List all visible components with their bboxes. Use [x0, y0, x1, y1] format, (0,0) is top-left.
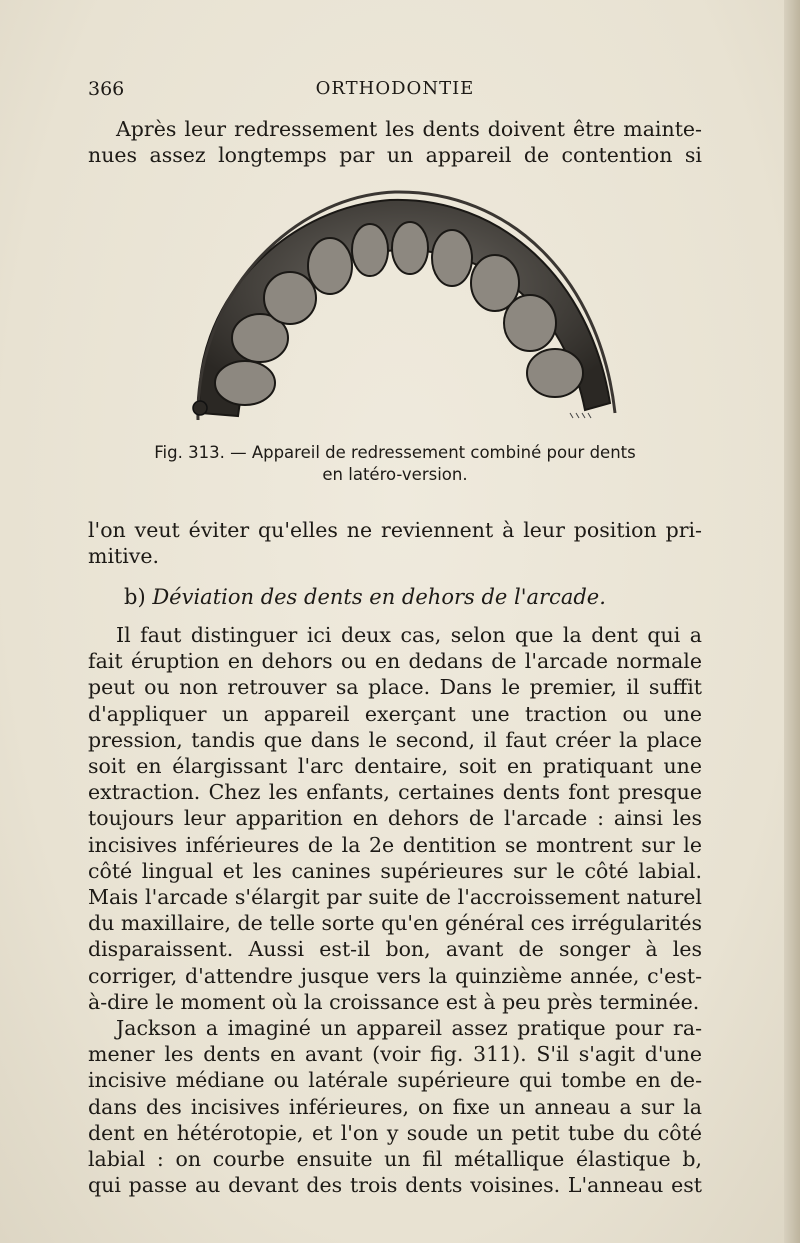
- text-line: corriger, d'attendre jusque vers la quinzième année, c'est-: [88, 963, 702, 988]
- body-paragraph-1: [88, 622, 702, 1015]
- running-title: ORTHODONTIE: [315, 78, 475, 99]
- section-title: Déviation des dents en dehors de l'arcade.: [152, 585, 606, 609]
- text-line: côté lingual et les canines supérieures sur le côté labial.: [88, 858, 702, 883]
- text-line: Mais l'arcade s'élargit par suite de l'accroissement naturel: [88, 885, 702, 910]
- page-number: 366: [88, 78, 125, 100]
- text-line: Après leur redressement les dents doivent être mainte-: [116, 117, 702, 141]
- text-line: labial : on courbe ensuite un fil métallique élastique b,: [88, 1147, 702, 1172]
- dental-arch-illustration: [190, 188, 620, 428]
- text-line: qui passe au devant des trois dents voisines. L'anneau est: [88, 1173, 702, 1198]
- text-line: Il faut distinguer ici deux cas, selon que la dent qui a: [116, 623, 702, 647]
- text-line: extraction. Chez les enfants, certaines dents font presque: [88, 780, 702, 805]
- caption-line: en latéro-version.: [322, 465, 468, 484]
- text-line: incisive médiane ou latérale supérieure qui tombe en de-: [88, 1068, 702, 1093]
- caption-line: Fig. 313. — Appareil de redressement combiné pour dents: [154, 443, 636, 462]
- body-paragraph-2: [88, 1015, 702, 1198]
- text-line: disparaissent. Aussi est-il bon, avant de songer à les: [88, 937, 702, 962]
- text-line: mener les dents en avant (voir fig. 311). S'il s'agit d'une: [88, 1042, 702, 1067]
- text-line: d'appliquer un appareil exerçant une traction ou une: [88, 701, 702, 726]
- text-line: soit en élargissant l'arc dentaire, soit en pratiquant une: [88, 754, 702, 779]
- page-header: [88, 78, 702, 104]
- page-edge: [784, 0, 800, 1243]
- text-line: dent en hétérotopie, et l'on y soude un petit tube du côté: [88, 1120, 702, 1145]
- text-line: pression, tandis que dans le second, il faut créer la place: [88, 727, 702, 752]
- text-line: dans des incisives inférieures, on fixe un anneau a sur la: [88, 1094, 702, 1119]
- figure-dental-appliance: [190, 188, 620, 428]
- section-letter: b): [124, 585, 146, 609]
- continuation-paragraph: [88, 517, 702, 569]
- section-heading: [124, 585, 606, 609]
- text-line: Jackson a imaginé un appareil assez pratique pour ra-: [116, 1016, 702, 1040]
- text-line: peut ou non retrouver sa place. Dans le premier, il suffit: [88, 675, 702, 700]
- text-line: nues assez longtemps par un appareil de contention si: [88, 143, 702, 168]
- text-line: fait éruption en dehors ou en dedans de l'arcade normale: [88, 649, 702, 674]
- intro-paragraph: [88, 116, 702, 168]
- text-line: incisives inférieures de la 2e dentition se montrent sur le: [88, 832, 702, 857]
- text-line: toujours leur apparition en dehors de l'arcade : ainsi les: [88, 806, 702, 831]
- text-line: du maxillaire, de telle sorte qu'en général ces irrégularités: [88, 911, 702, 936]
- text-line: à-dire le moment où la croissance est à peu près terminée.: [88, 989, 700, 1014]
- figure-caption: [88, 442, 702, 486]
- text-line: l'on veut éviter qu'elles ne reviennent à leur position pri-: [88, 518, 702, 542]
- text-line: mitive.: [88, 544, 160, 569]
